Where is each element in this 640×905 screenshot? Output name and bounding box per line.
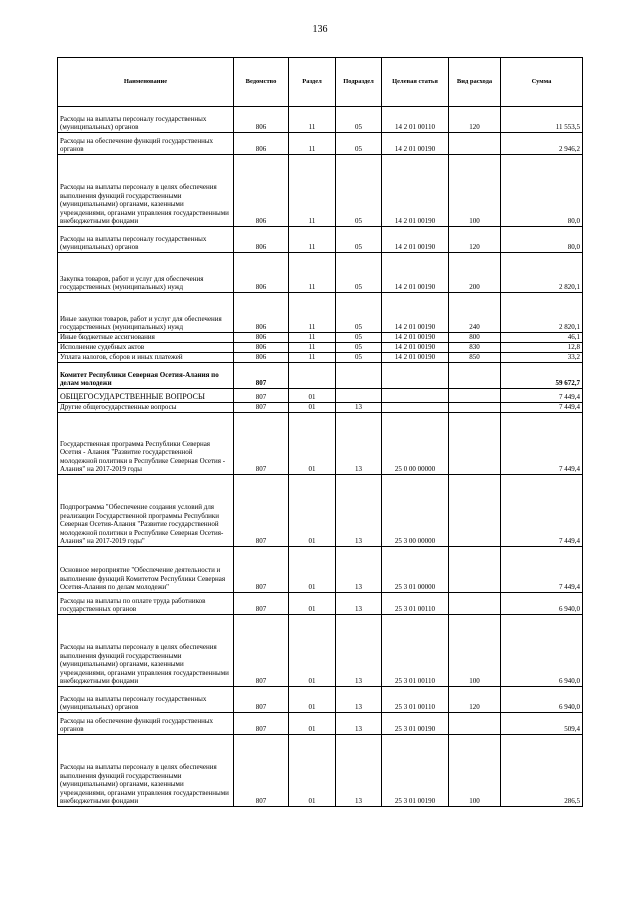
cell-target <box>382 389 449 403</box>
cell-dept: 807 <box>234 403 289 413</box>
cell-dept: 806 <box>234 253 289 293</box>
cell-sum: 80,0 <box>501 227 583 253</box>
cell-section: 11 <box>289 155 336 227</box>
cell-sum: 6 940,0 <box>501 593 583 615</box>
table-row <box>58 253 583 293</box>
cell-exp-type: 120 <box>449 687 501 713</box>
cell-target: 14 2 01 00190 <box>382 343 449 353</box>
cell-sum: 6 940,0 <box>501 615 583 687</box>
header-dept: Ведомство <box>234 58 289 107</box>
cell-exp-type <box>449 713 501 735</box>
cell-name: Расходы на обеспечение функций государственных органов <box>58 133 234 155</box>
header-sum: Сумма <box>501 58 583 107</box>
header-subsection: Подраздел <box>336 58 382 107</box>
header-name: Наименование <box>58 58 234 107</box>
cell-exp-type <box>449 363 501 389</box>
cell-subsection: 13 <box>336 547 382 593</box>
cell-dept: 807 <box>234 389 289 403</box>
cell-name: Расходы на выплаты персоналу в целях обеспечения выполнения функций государственными (муниципальными) органами, казенными учреждениями, органами управления государственными внебюджетными фондами <box>58 155 234 227</box>
cell-dept: 807 <box>234 413 289 475</box>
cell-section: 11 <box>289 353 336 363</box>
cell-name: Закупка товаров, работ и услуг для обеспечения государственных (муниципальных) нужд <box>58 253 234 293</box>
cell-target: 25 3 01 00190 <box>382 713 449 735</box>
cell-subsection: 05 <box>336 353 382 363</box>
cell-subsection: 13 <box>336 475 382 547</box>
cell-section: 01 <box>289 713 336 735</box>
cell-subsection: 13 <box>336 713 382 735</box>
cell-section: 11 <box>289 107 336 133</box>
cell-section: 11 <box>289 343 336 353</box>
cell-exp-type <box>449 133 501 155</box>
cell-dept: 807 <box>234 735 289 807</box>
cell-name: Расходы на обеспечение функций государственных органов <box>58 713 234 735</box>
cell-section: 01 <box>289 547 336 593</box>
cell-exp-type <box>449 389 501 403</box>
header-target: Целевая статья <box>382 58 449 107</box>
cell-sum: 12,8 <box>501 343 583 353</box>
table-row <box>58 475 583 547</box>
cell-subsection <box>336 363 382 389</box>
table-row <box>58 353 583 363</box>
cell-name: Другие общегосударственные вопросы <box>58 403 234 413</box>
cell-name: ОБЩЕГОСУДАРСТВЕННЫЕ ВОПРОСЫ <box>58 389 234 403</box>
cell-target: 25 3 01 00000 <box>382 547 449 593</box>
table-row <box>58 227 583 253</box>
table-row <box>58 343 583 353</box>
cell-name: Расходы на выплаты по оплате труда работников государственных органов <box>58 593 234 615</box>
table-row <box>58 403 583 413</box>
cell-exp-type <box>449 475 501 547</box>
cell-section: 01 <box>289 735 336 807</box>
table-row <box>58 333 583 343</box>
cell-sum: 2 946,2 <box>501 133 583 155</box>
cell-target: 14 2 01 00190 <box>382 293 449 333</box>
cell-exp-type <box>449 403 501 413</box>
cell-sum: 286,5 <box>501 735 583 807</box>
cell-target: 14 2 01 00190 <box>382 155 449 227</box>
cell-section: 11 <box>289 293 336 333</box>
cell-target: 25 3 01 00110 <box>382 615 449 687</box>
table-row <box>58 735 583 807</box>
cell-subsection: 05 <box>336 133 382 155</box>
cell-sum: 509,4 <box>501 713 583 735</box>
table-row <box>58 413 583 475</box>
cell-exp-type <box>449 547 501 593</box>
cell-name: Комитет Республики Северная Осетия-Алания по делам молодежи <box>58 363 234 389</box>
cell-name: Основное мероприятие "Обеспечение деятельности и выполнение функций Комитетом Республики Северная Осетия-Алания по делам молодежи" <box>58 547 234 593</box>
cell-subsection: 05 <box>336 227 382 253</box>
cell-section: 01 <box>289 475 336 547</box>
cell-subsection: 05 <box>336 333 382 343</box>
cell-section: 01 <box>289 615 336 687</box>
cell-dept: 806 <box>234 227 289 253</box>
cell-section: 01 <box>289 403 336 413</box>
cell-sum: 2 820,1 <box>501 253 583 293</box>
cell-sum: 7 449,4 <box>501 403 583 413</box>
cell-dept: 807 <box>234 547 289 593</box>
cell-exp-type: 830 <box>449 343 501 353</box>
cell-section: 11 <box>289 253 336 293</box>
table-row <box>58 547 583 593</box>
cell-name: Подпрограмма "Обеспечение создания условий для реализации Государственной программы Республики Северная Осетия-Алания "Развитие государственной молодежной политики в Республике Северная Осетия-Алания" на 2017-2019 годы" <box>58 475 234 547</box>
cell-sum: 6 940,0 <box>501 687 583 713</box>
cell-name: Расходы на выплаты персоналу государственных (муниципальных) органов <box>58 227 234 253</box>
table-row <box>58 389 583 403</box>
cell-sum: 33,2 <box>501 353 583 363</box>
budget-table <box>57 57 583 807</box>
cell-subsection: 05 <box>336 253 382 293</box>
cell-target: 25 3 01 00190 <box>382 735 449 807</box>
cell-dept: 806 <box>234 293 289 333</box>
cell-target: 25 0 00 00000 <box>382 413 449 475</box>
cell-section: 11 <box>289 333 336 343</box>
table-row <box>58 687 583 713</box>
cell-target: 25 3 01 00110 <box>382 687 449 713</box>
cell-sum: 7 449,4 <box>501 413 583 475</box>
cell-exp-type: 120 <box>449 107 501 133</box>
cell-section: 01 <box>289 389 336 403</box>
cell-section: 11 <box>289 133 336 155</box>
cell-dept: 806 <box>234 353 289 363</box>
table-row <box>58 713 583 735</box>
cell-subsection: 05 <box>336 107 382 133</box>
table-header-row <box>58 58 583 107</box>
table-row <box>58 155 583 227</box>
cell-dept: 807 <box>234 615 289 687</box>
cell-exp-type: 100 <box>449 735 501 807</box>
cell-dept: 806 <box>234 107 289 133</box>
cell-section: 11 <box>289 227 336 253</box>
cell-dept: 806 <box>234 333 289 343</box>
cell-subsection: 13 <box>336 593 382 615</box>
cell-sum: 7 449,4 <box>501 475 583 547</box>
cell-subsection: 13 <box>336 735 382 807</box>
cell-exp-type: 200 <box>449 253 501 293</box>
cell-section <box>289 363 336 389</box>
cell-exp-type: 240 <box>449 293 501 333</box>
cell-name: Расходы на выплаты персоналу в целях обеспечения выполнения функций государственными (муниципальными) органами, казенными учреждениями, органами управления государственными внебюджетными фондами <box>58 615 234 687</box>
cell-exp-type: 100 <box>449 615 501 687</box>
cell-sum: 7 449,4 <box>501 547 583 593</box>
cell-subsection <box>336 389 382 403</box>
cell-target: 25 3 00 00000 <box>382 475 449 547</box>
cell-exp-type <box>449 593 501 615</box>
table-row <box>58 363 583 389</box>
cell-name: Уплата налогов, сборов и иных платежей <box>58 353 234 363</box>
cell-exp-type: 120 <box>449 227 501 253</box>
table-row <box>58 615 583 687</box>
cell-exp-type: 100 <box>449 155 501 227</box>
cell-exp-type: 800 <box>449 333 501 343</box>
cell-dept: 807 <box>234 593 289 615</box>
cell-subsection: 05 <box>336 293 382 333</box>
cell-target: 14 2 01 00190 <box>382 227 449 253</box>
cell-name: Расходы на выплаты персоналу государственных (муниципальных) органов <box>58 687 234 713</box>
header-exp-type: Вид расхода <box>449 58 501 107</box>
cell-section: 01 <box>289 413 336 475</box>
table-row <box>58 107 583 133</box>
cell-dept: 806 <box>234 155 289 227</box>
cell-target: 14 2 01 00190 <box>382 133 449 155</box>
cell-target: 14 2 01 00190 <box>382 353 449 363</box>
cell-target <box>382 403 449 413</box>
cell-target <box>382 363 449 389</box>
cell-dept: 807 <box>234 713 289 735</box>
cell-name: Расходы на выплаты персоналу в целях обеспечения выполнения функций государственными (муниципальными) органами, казенными учреждениями, органами управления государственными внебюджетными фондами <box>58 735 234 807</box>
cell-name: Исполнение судебных актов <box>58 343 234 353</box>
cell-target: 14 2 01 00190 <box>382 253 449 293</box>
cell-target: 14 2 01 00190 <box>382 333 449 343</box>
cell-subsection: 13 <box>336 413 382 475</box>
table-row <box>58 593 583 615</box>
cell-subsection: 13 <box>336 687 382 713</box>
cell-name: Иные закупки товаров, работ и услуг для обеспечения государственных (муниципальных) нужд <box>58 293 234 333</box>
cell-name: Иные бюджетные ассигнования <box>58 333 234 343</box>
cell-subsection: 13 <box>336 403 382 413</box>
cell-sum: 80,0 <box>501 155 583 227</box>
cell-subsection: 05 <box>336 343 382 353</box>
page-number: 136 <box>312 24 328 35</box>
cell-sum: 46,1 <box>501 333 583 343</box>
cell-subsection: 13 <box>336 615 382 687</box>
cell-target: 14 2 01 00110 <box>382 107 449 133</box>
cell-dept: 807 <box>234 687 289 713</box>
cell-dept: 806 <box>234 343 289 353</box>
table-row <box>58 133 583 155</box>
cell-name: Расходы на выплаты персоналу государственных (муниципальных) органов <box>58 107 234 133</box>
cell-exp-type <box>449 413 501 475</box>
cell-exp-type: 850 <box>449 353 501 363</box>
cell-dept: 807 <box>234 475 289 547</box>
cell-sum: 7 449,4 <box>501 389 583 403</box>
cell-section: 01 <box>289 593 336 615</box>
header-section: Раздел <box>289 58 336 107</box>
cell-dept: 806 <box>234 133 289 155</box>
cell-dept: 807 <box>234 363 289 389</box>
cell-section: 01 <box>289 687 336 713</box>
cell-sum: 2 820,1 <box>501 293 583 333</box>
table-row <box>58 293 583 333</box>
cell-name: Государственная программа Республики Северная Осетия - Алания "Развитие государственной молодежной политики в Республике Северная Осетия - Алания" на 2017-2019 годы <box>58 413 234 475</box>
cell-sum: 59 672,7 <box>501 363 583 389</box>
cell-subsection: 05 <box>336 155 382 227</box>
cell-sum: 11 553,5 <box>501 107 583 133</box>
cell-target: 25 3 01 00110 <box>382 593 449 615</box>
